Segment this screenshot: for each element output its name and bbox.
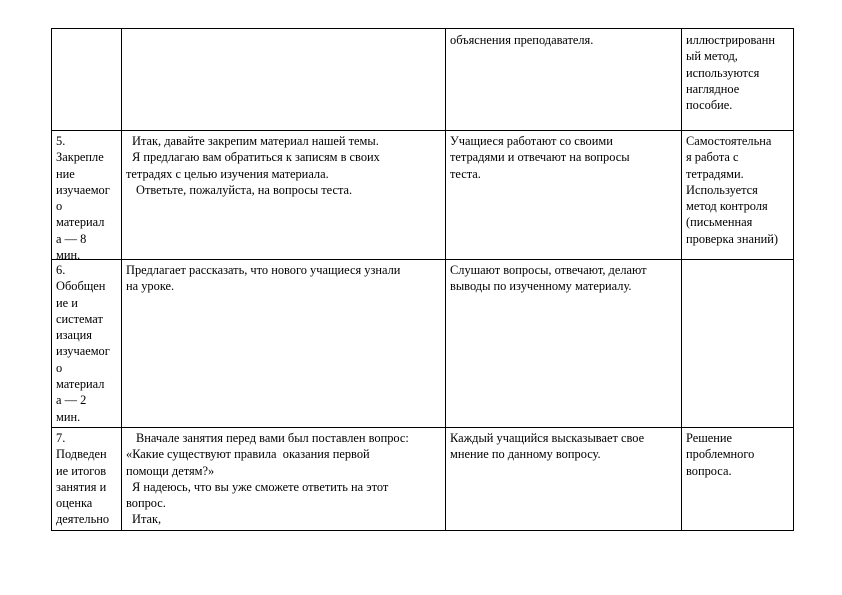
stage-cell [52, 131, 122, 263]
text-line: 7. [56, 431, 66, 445]
text-line: (письменная [686, 215, 753, 230]
text-line: а — 8 [56, 231, 87, 246]
teacher-activity-cell [122, 131, 446, 260]
text-line: Я надеюсь, что вы уже сможете ответить на этот [132, 479, 389, 494]
stage-cell [52, 29, 122, 131]
text-line: занятия и [56, 479, 107, 494]
table-row [52, 428, 794, 531]
lesson-plan-table [51, 28, 794, 531]
text-line: а — 2 [56, 393, 87, 408]
text-line: Учащиеся работают со своими [450, 134, 613, 148]
text-line: метод контроля [686, 199, 768, 214]
text-line: я работа с [686, 150, 739, 165]
text-line: Подведен [56, 447, 107, 462]
text-line: Самостоятельна [686, 134, 772, 148]
text-line: помощи детям?» [126, 463, 215, 478]
text-line: тетрадями. [686, 166, 744, 181]
text-line: теста. [450, 166, 481, 181]
text-line: проверка знаний) [686, 231, 778, 246]
text-line: «Какие существуют правила оказания первой [126, 447, 370, 462]
text-line: изация [56, 328, 92, 343]
student-activity-cell [446, 428, 682, 531]
text-line: деятельно [56, 512, 110, 527]
text-line: мнение по данному вопросу. [450, 447, 601, 462]
text-line: изучаемог [56, 182, 110, 197]
text-line: оценка [56, 496, 93, 511]
text-line: системат [56, 311, 103, 326]
text-line: ие итогов [56, 463, 107, 478]
methods-cell [682, 260, 794, 428]
text-line: Итак, давайте закрепим материал нашей темы. [132, 134, 379, 148]
table-row [52, 131, 794, 260]
text-line: вопрос. [126, 496, 166, 511]
text-line: Закрепле [56, 150, 104, 165]
text-line: материал [56, 377, 105, 392]
text-line: ие и [56, 295, 78, 310]
text-line: изучаемог [56, 344, 110, 359]
table-row [52, 260, 794, 428]
table-row [52, 29, 794, 131]
teacher-activity-cell [122, 260, 446, 428]
text-line: ние [56, 166, 75, 181]
methods-cell [682, 428, 794, 531]
methods-cell [682, 29, 794, 131]
text-line: проблемного [686, 447, 755, 462]
text-line: тетрадях с целью изучения материала. [126, 166, 329, 181]
text-line: иллюстрированн [686, 33, 775, 47]
text-line: выводы по изученному материалу. [450, 279, 632, 294]
text-line: ый метод, [686, 49, 738, 64]
text-line: пособие. [686, 98, 733, 113]
text-line: наглядное [686, 81, 740, 96]
student-activity-cell [446, 131, 682, 260]
teacher-activity-cell [122, 428, 446, 531]
text-line: Решение [686, 431, 733, 445]
text-line: Используется [686, 182, 758, 197]
methods-cell [682, 131, 794, 260]
text-line: мин. [56, 409, 81, 424]
text-line: о [56, 199, 63, 214]
text-line: 5. [56, 134, 66, 148]
text-line: Каждый учащийся высказывает свое [450, 431, 645, 445]
teacher-activity-cell [122, 29, 446, 131]
stage-cell [52, 428, 122, 531]
text-line: Итак, [132, 512, 162, 527]
text-line: объяснения преподавателя. [450, 33, 594, 47]
text-line: на уроке. [126, 279, 175, 294]
text-line: мин. [56, 248, 81, 263]
text-line: Ответьте, пожалуйста, на вопросы теста. [136, 182, 353, 197]
stage-cell [52, 260, 122, 428]
text-line: Предлагает рассказать, что нового учащиеся узнали [126, 263, 401, 277]
text-line: используются [686, 65, 760, 80]
text-line: Слушают вопросы, отвечают, делают [450, 263, 647, 277]
text-line: материал [56, 215, 105, 230]
text-line: Вначале занятия перед вами был поставлен вопрос: [136, 431, 409, 445]
student-activity-cell [446, 29, 682, 131]
text-line: 6. [56, 263, 66, 277]
text-line: о [56, 360, 63, 375]
text-line: тетрадями и отвечают на вопросы [450, 150, 630, 165]
text-line: Я предлагаю вам обратиться к записям в своих [132, 150, 380, 165]
text-line: Обобщен [56, 279, 106, 294]
student-activity-cell [446, 260, 682, 428]
text-line: вопроса. [686, 463, 732, 478]
